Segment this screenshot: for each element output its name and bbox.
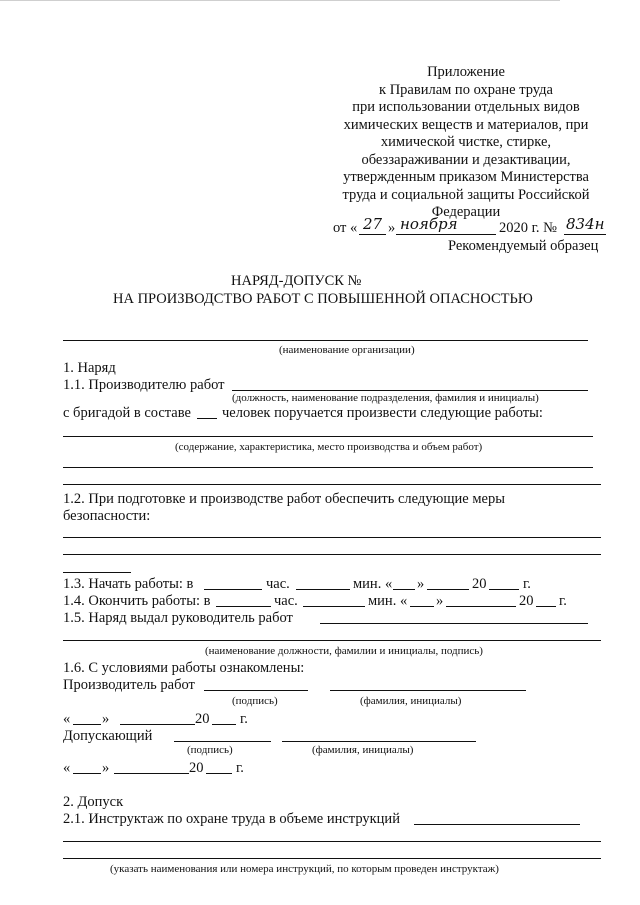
admitting-date-open: « bbox=[63, 760, 71, 776]
start-day-close: » bbox=[417, 576, 425, 592]
appendix-line: Федерации bbox=[431, 204, 501, 220]
start-year-unit: г. bbox=[523, 576, 531, 592]
order-month-underline bbox=[396, 234, 496, 235]
start-label: 1.3. Начать работы: в bbox=[63, 576, 194, 592]
page-top-edge bbox=[0, 0, 560, 1]
order-date-mid: » bbox=[388, 220, 396, 236]
start-hour-unit: час. bbox=[266, 576, 290, 592]
work-content-field-3[interactable] bbox=[63, 484, 601, 485]
instructions-field-2[interactable] bbox=[63, 841, 601, 842]
end-day-close: » bbox=[436, 593, 444, 609]
appendix-line: химической чистке, стирке, bbox=[380, 134, 552, 150]
start-day-field[interactable] bbox=[393, 589, 415, 590]
end-minute-unit: мин. « bbox=[368, 593, 408, 609]
admitting-label: Допускающий bbox=[63, 728, 153, 744]
item-1-2-continuation: безопасности: bbox=[63, 508, 151, 524]
appendix-line: Приложение bbox=[427, 64, 505, 80]
acquainted-label: 1.6. С условиями работы ознакомлены: bbox=[63, 660, 305, 676]
permit-subtitle: НА ПРОИЗВОДСТВО РАБОТ С ПОВЫШЕННОЙ ОПАСНОСТЬЮ bbox=[113, 291, 533, 307]
producer-date-open: « bbox=[63, 711, 71, 727]
admitting-date-year-unit: г. bbox=[236, 760, 244, 776]
producer-name-caption: (фамилия, инициалы) bbox=[360, 695, 462, 707]
work-producer-field[interactable] bbox=[232, 390, 588, 391]
appendix-block bbox=[318, 64, 614, 222]
end-label: 1.4. Окончить работы: в bbox=[63, 593, 211, 609]
start-month-field[interactable] bbox=[427, 589, 469, 590]
section-2-heading: 2. Допуск bbox=[63, 794, 124, 810]
admitting-date-month-field[interactable] bbox=[114, 773, 189, 774]
order-date-day: 27 bbox=[363, 215, 383, 233]
order-number-underline bbox=[564, 234, 606, 235]
producer-signature-caption: (подпись) bbox=[232, 695, 278, 707]
producer-date-year-prefix: 20 bbox=[195, 711, 210, 727]
appendix-line: утвержденным приказом Министерства bbox=[343, 169, 589, 185]
producer-date-year-unit: г. bbox=[240, 711, 248, 727]
end-hour-unit: час. bbox=[274, 593, 298, 609]
start-year-field[interactable] bbox=[489, 589, 519, 590]
admitting-signature-field[interactable] bbox=[174, 741, 271, 742]
safety-measures-field-3[interactable] bbox=[63, 572, 131, 573]
instructions-caption: (указать наименования или номера инструкций, по которым проведен инструктаж) bbox=[110, 863, 499, 875]
instructions-field-3[interactable] bbox=[63, 858, 601, 859]
issued-by-label: 1.5. Наряд выдал руководитель работ bbox=[63, 610, 293, 626]
instructions-field[interactable] bbox=[414, 824, 580, 825]
producer-date-month-field[interactable] bbox=[120, 724, 195, 725]
sample-label: Рекомендуемый образец bbox=[448, 238, 599, 254]
order-date-year: 2020 г. № bbox=[499, 220, 558, 236]
safety-measures-field-2[interactable] bbox=[63, 554, 601, 555]
admitting-signature-caption: (подпись) bbox=[187, 744, 233, 756]
admitting-date-year-field[interactable] bbox=[206, 773, 232, 774]
end-day-field[interactable] bbox=[410, 606, 434, 607]
producer-label: Производитель работ bbox=[63, 677, 195, 693]
order-day-underline bbox=[359, 234, 386, 235]
safety-measures-field[interactable] bbox=[63, 537, 601, 538]
producer-signature-field[interactable] bbox=[204, 690, 308, 691]
work-content-field-2[interactable] bbox=[63, 467, 593, 468]
issued-by-caption: (наименование должности, фамилии и инициалы, подпись) bbox=[205, 645, 483, 657]
end-year-unit: г. bbox=[559, 593, 567, 609]
organization-caption: (наименование организации) bbox=[279, 344, 415, 356]
permit-title: НАРЯД-ДОПУСК № bbox=[231, 273, 362, 289]
issued-by-field-2[interactable] bbox=[63, 640, 601, 641]
end-month-field[interactable] bbox=[446, 606, 516, 607]
item-1-1-label: 1.1. Производителю работ bbox=[63, 377, 225, 393]
appendix-line: при использовании отдельных видов bbox=[352, 99, 580, 115]
producer-date-close: » bbox=[102, 711, 110, 727]
admitting-date-day-field[interactable] bbox=[73, 773, 101, 774]
admitting-name-field[interactable] bbox=[282, 741, 476, 742]
work-content-caption: (содержание, характеристика, место производства и объем работ) bbox=[175, 441, 483, 453]
end-minute-field[interactable] bbox=[303, 606, 365, 607]
order-number: 834н bbox=[566, 215, 605, 233]
start-minute-unit: мин. « bbox=[353, 576, 393, 592]
brigade-label: с бригадой в составе bbox=[63, 405, 191, 421]
end-year-field[interactable] bbox=[536, 606, 556, 607]
appendix-line: обеззараживании и дезактивации, bbox=[361, 151, 571, 168]
start-minute-field[interactable] bbox=[296, 589, 350, 590]
start-year-prefix: 20 bbox=[472, 576, 487, 592]
appendix-line: труда и социальной защиты Российской bbox=[342, 186, 590, 203]
producer-name-field[interactable] bbox=[330, 690, 526, 691]
organization-field[interactable] bbox=[63, 340, 588, 341]
work-content-field[interactable] bbox=[63, 436, 593, 437]
end-hour-field[interactable] bbox=[216, 606, 271, 607]
brigade-text: человек поручается произвести следующие работы: bbox=[222, 405, 543, 421]
order-date-month: ноября bbox=[400, 215, 458, 233]
issued-by-field[interactable] bbox=[320, 623, 588, 624]
order-date-prefix: от « bbox=[333, 220, 358, 236]
producer-date-year-field[interactable] bbox=[212, 724, 236, 725]
item-1-2-label: 1.2. При подготовке и производстве работ обеспечить следующие меры bbox=[63, 491, 505, 507]
brigade-size-field[interactable] bbox=[197, 418, 217, 419]
work-producer-caption: (должность, наименование подразделения, фамилия и инициалы) bbox=[232, 392, 539, 404]
end-year-prefix: 20 bbox=[519, 593, 534, 609]
section-1-heading: 1. Наряд bbox=[63, 360, 116, 376]
item-2-1-label: 2.1. Инструктаж по охране труда в объеме инструкций bbox=[63, 811, 400, 827]
admitting-name-caption: (фамилия, инициалы) bbox=[312, 744, 414, 756]
producer-date-day-field[interactable] bbox=[73, 724, 101, 725]
admitting-date-close: » bbox=[102, 760, 110, 776]
appendix-line: к Правилам по охране труда bbox=[379, 81, 553, 98]
start-hour-field[interactable] bbox=[204, 589, 262, 590]
admitting-date-year-prefix: 20 bbox=[189, 760, 204, 776]
appendix-line: химических веществ и материалов, при bbox=[343, 116, 589, 133]
